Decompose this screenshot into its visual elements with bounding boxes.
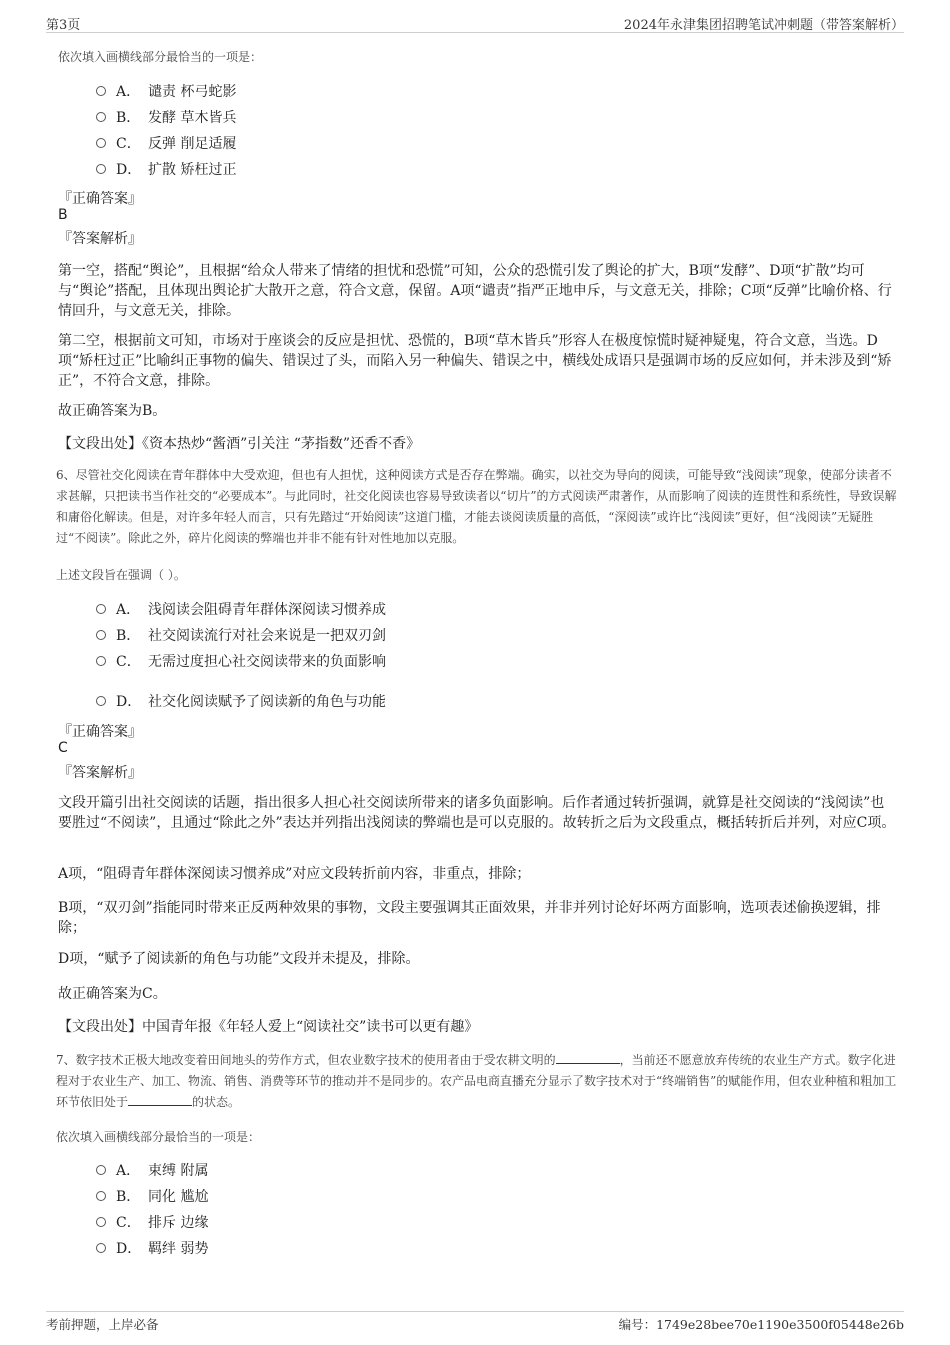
q5-prompt: 依次填入画横线部分最恰当的一项是： — [58, 50, 263, 64]
q5-source: 【文段出处】《资本热炒“酱酒”引关注 “茅指数”还香不香》 — [58, 436, 421, 452]
radio-icon[interactable] — [96, 1191, 106, 1201]
q7-prompt: 依次填入画横线部分最恰当的一项是： — [56, 1130, 261, 1144]
q5-analysis-p1: 第一空，搭配“舆论”，且根据“给众人带来了情绪的担忧和恐慌”可知，公众的恐慌引发了舆论的扩大，B项“发酵”、D项“扩散”均可与“舆论”搭配，且体现出舆论扩大散开之意，符合文意，保留。A项“谴责”指严正地申斥，与文意无关，排除；C项“反弹”比喻价格、行情回升，与文意无关，排除。 — [58, 263, 892, 319]
q5-option-a[interactable]: A． 谴责 杯弓蛇影 — [96, 82, 236, 102]
q6-answer: C — [58, 740, 68, 756]
q5-answer-label: 『正确答案』 — [58, 191, 142, 207]
q7-stem: 7、数字技术正极大地改变着田间地头的劳作方式，但农业数字技术的使用者由于受农耕文明的 ，当前还不愿意放弃传统的农业生产方式。数字化进程对于农业生产、加工、物流、销售、消费等环节的推动并不是同步的。农产品电商直播充分显示了数字技术对于“终端销售”的赋能作用，但农业种植和粗加工环节依旧处于 的状态。 — [56, 1053, 897, 1109]
fill-blank — [556, 1051, 620, 1064]
radio-icon[interactable] — [96, 604, 106, 614]
q6-analysis-b: B项，“双刃剑”指能同时带来正反两种效果的事物，文段主要强调其正面效果，并非并列讨论好坏两方面影响，选项表述偷换逻辑，排除； — [58, 900, 881, 936]
q6-option-a[interactable]: A． 浅阅读会阻碍青年群体深阅读习惯养成 — [96, 600, 386, 620]
q6-prompt: 上述文段旨在强调（ ）。 — [56, 568, 186, 582]
q6-analysis-p1: 文段开篇引出社交阅读的话题，指出很多人担心社交阅读所带来的诸多负面影响。后作者通过转折强调，就算是社交阅读的“浅阅读”也要胜过“不阅读”，且通过“除此之外”表达并列指出浅阅读的弊端也是可以克服的。故转折之后为文段重点，概括转折后并列，对应C项。 — [58, 795, 896, 831]
radio-icon[interactable] — [96, 1217, 106, 1227]
q5-option-d[interactable]: D． 扩散 矫枉过正 — [96, 160, 236, 180]
q7-option-b[interactable]: B． 同化 尴尬 — [96, 1187, 208, 1207]
q6-answer-label: 『正确答案』 — [58, 724, 142, 740]
q6-option-b[interactable]: B． 社交阅读流行对社会来说是一把双刃剑 — [96, 626, 386, 646]
radio-icon[interactable] — [96, 138, 106, 148]
page-footer — [46, 1311, 904, 1332]
q7-option-d[interactable]: D． 羁绊 弱势 — [96, 1239, 208, 1259]
radio-icon[interactable] — [96, 112, 106, 122]
q6-option-d[interactable]: D． 社交化阅读赋予了阅读新的角色与功能 — [96, 692, 386, 712]
q6-stem: 6、尽管社交化阅读在青年群体中大受欢迎，但也有人担忧，这种阅读方式是否存在弊端。确实，以社交为导向的阅读，可能导致“浅阅读”现象，使部分读者不求甚解，只把读书当作社交的“必要成本”。与此同时，社交化阅读也容易导致读者以“切片”的方式阅读严肃著作，从而影响了阅读的连贯性和系统性，导致误解和庸俗化解读。但是，对许多年轻人而言，只有先踏过“开始阅读”这道门槛，才能去谈阅读质量的高低，“深阅读”或许比“浅阅读”更好，但“浅阅读”无疑胜过“不阅读”。除此之外，碎片化阅读的弊端也并非不能有针对性地加以克服。 — [56, 468, 897, 545]
q5-answer: B — [58, 207, 68, 223]
q5-option-b[interactable]: B． 发酵 草木皆兵 — [96, 108, 236, 128]
document-title: 2024年永津集团招聘笔试冲刺题（带答案解析） — [623, 18, 904, 33]
radio-icon[interactable] — [96, 1243, 106, 1253]
radio-icon[interactable] — [96, 1165, 106, 1175]
radio-icon[interactable] — [96, 656, 106, 666]
page-header — [46, 10, 904, 33]
radio-icon[interactable] — [96, 86, 106, 96]
q5-analysis-conclusion: 故正确答案为B。 — [58, 403, 167, 419]
document-id: 编号：1749e28bee70e1190e3500f05448e26b — [618, 1317, 904, 1332]
q6-analysis-a: A项，“阻碍青年群体深阅读习惯养成”对应文段转折前内容，非重点，排除； — [58, 866, 531, 882]
q6-analysis-conclusion: 故正确答案为C。 — [58, 986, 167, 1002]
radio-icon[interactable] — [96, 696, 106, 706]
q5-analysis-label: 『答案解析』 — [58, 231, 142, 247]
page-number: 第3页 — [46, 18, 81, 33]
q6-analysis-d: D项，“赋予了阅读新的角色与功能”文段并未提及，排除。 — [58, 951, 420, 967]
q6-analysis-label: 『答案解析』 — [58, 765, 142, 781]
radio-icon[interactable] — [96, 164, 106, 174]
q5-analysis-p2: 第二空，根据前文可知，市场对于座谈会的反应是担忧、恐慌的，B项“草木皆兵”形容人在极度惊慌时疑神疑鬼，符合文意，当选。D项“矫枉过正”比喻纠正事物的偏失、错误过了头，而陷入另一种偏失、错误之中，横线处成语只是强调市场的反应如何，并未涉及到“矫正”，不符合文意，排除。 — [58, 333, 892, 389]
q6-option-c[interactable]: C． 无需过度担心社交阅读带来的负面影响 — [96, 652, 386, 672]
footer-slogan: 考前押题，上岸必备 — [46, 1317, 159, 1332]
q7-option-c[interactable]: C． 排斥 边缘 — [96, 1213, 208, 1233]
fill-blank — [128, 1093, 192, 1106]
q7-option-a[interactable]: A． 束缚 附属 — [96, 1161, 208, 1181]
q6-source: 【文段出处】中国青年报《年轻人爱上“阅读社交”读书可以更有趣》 — [58, 1019, 479, 1035]
q5-option-c[interactable]: C． 反弹 削足适履 — [96, 134, 236, 154]
radio-icon[interactable] — [96, 630, 106, 640]
